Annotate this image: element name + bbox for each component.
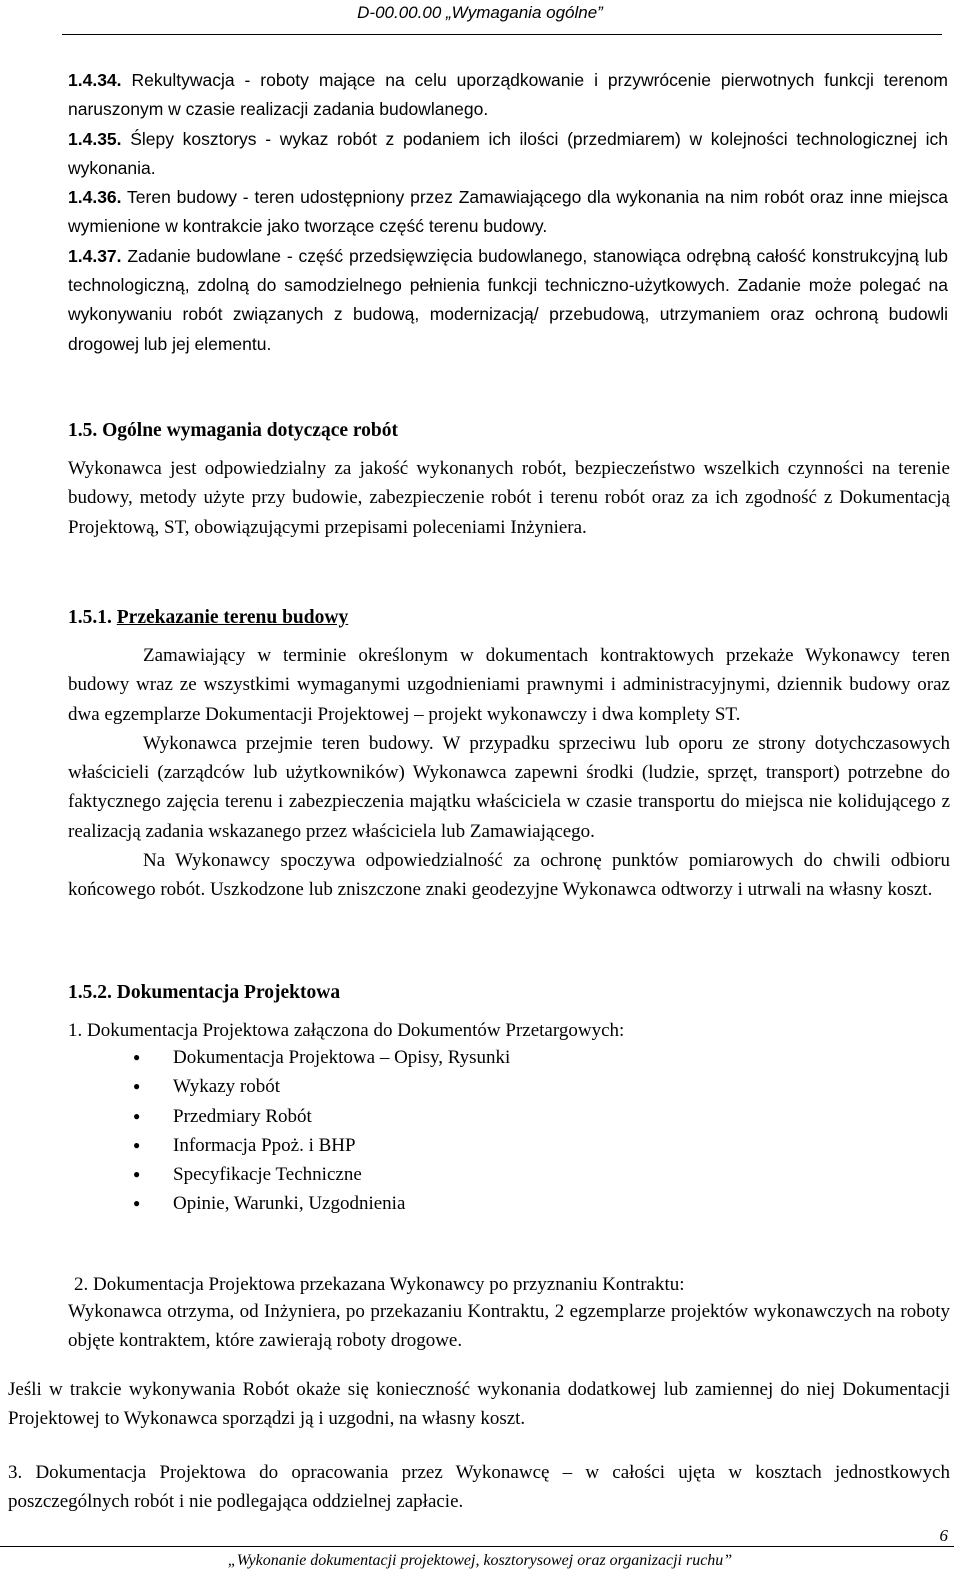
- page-header: D-00.00.00 „Wymagania ogólne”: [357, 3, 603, 22]
- definitions-block: [68, 66, 948, 359]
- paragraph: Wykonawca przejmie teren budowy. W przypadku sprzeciwu lub oporu ze strony dotychczasowych właścicieli (zarządców lub użytkowników) Wykonawca zapewni środki (ludzie, sprzęt, transport) potrzebne do faktycznego zajęcia terenu i zabezpieczenia majątku właściciela w czasie transportu do miejsca nie kolidującego z realizacją zadania wskazanego przez właściciela lub Zamawiającego.: [68, 732, 950, 842]
- list-item-1: 1. Dokumentacja Projektowa załączona do Dokumentów Przetargowych:: [68, 1020, 625, 1041]
- definition-1-4-35: [68, 125, 948, 184]
- definition-1-4-37: [68, 242, 948, 359]
- list-item: ● Specyfikacje Techniczne: [132, 1160, 510, 1189]
- list-item: ● Wykazy robót: [132, 1072, 510, 1101]
- definition-number: 1.4.37.: [68, 245, 122, 266]
- page-footer: „Wykonanie dokumentacji projektowej, kosztorysowej oraz organizacji ruchu”: [227, 1552, 733, 1569]
- section-1-5-2-heading: 1.5.2. Dokumentacja Projektowa: [68, 982, 341, 1003]
- definition-text: Ślepy kosztorys - wykaz robót z podaniem ich ilości (przedmiarem) w kolejności technologicznej ich wykonania.: [68, 128, 948, 178]
- list-item-3: 3. Dokumentacja Projektowa do opracowania przez Wykonawcę – w całości ujęta w kosztach jednostkowych poszczególnych robót i nie podlegająca oddzielnej zapłacie.: [8, 1462, 950, 1513]
- definition-text: Zadanie budowlane - część przedsięwzięcia budowlanego, stanowiąca odrębną całość konstrukcyjną lub technologiczną, zdolną do samodzielnego pełnienia funkcji techniczno-użytkowych. Zadanie może polegać na wykonywaniu robót związanych z budową, modernizacją/ przebudową, utrzymaniem oraz ochroną budowli drogowej lub jej elementu.: [68, 245, 948, 354]
- section-title: Przekazanie terenu budowy: [116, 607, 349, 628]
- paragraph: Na Wykonawcy spoczywa odpowiedzialność za ochronę punktów pomiarowych do chwili odbioru końcowego robót. Uszkodzone lub zniszczone znaki geodezyjne Wykonawca odtworzy i utrwali na własny koszt.: [68, 850, 950, 901]
- list-item: ● Informacja Ppoż. i BHP: [132, 1131, 510, 1160]
- paragraph: Zamawiający w terminie określonym w dokumentach kontraktowych przekaże Wykonawcy teren budowy wraz ze wszystkimi wymaganymi uzgodnieniami prawnymi i administracyjnymi, dziennik budowy oraz dwa egzemplarze Dokumentacji Projektowej – projekt wykonawczy i dwa komplety ST.: [68, 645, 950, 725]
- documentation-list: [132, 1043, 510, 1219]
- additional-documentation-paragraph: Jeśli w trakcie wykonywania Robót okaże się konieczność wykonania dodatkowej lub zamiennej do niej Dokumentacji Projektowej to Wykonawca sporządzi ją i uzgodni, na własny koszt.: [8, 1379, 950, 1430]
- definition-text: Rekultywacja - roboty mające na celu uporządkowanie i przywrócenie pierwotnych funkcji terenom naruszonym w czasie realizacji zadania budowlanego.: [68, 70, 948, 120]
- definition-text: Teren budowy - teren udostępniony przez Zamawiającego dla wykonania na nim robót oraz inne miejsca wymienione w kontrakcie jako tworzące część terenu budowy.: [68, 187, 948, 237]
- list-item: ● Opinie, Warunki, Uzgodnienia: [132, 1189, 510, 1218]
- list-item-2-text: Wykonawca otrzyma, od Inżyniera, po przekazaniu Kontraktu, 2 egzemplarze projektów wykonawczych na roboty objęte kontraktem, które zawierają roboty drogowe.: [68, 1301, 950, 1352]
- definition-number: 1.4.36.: [68, 187, 122, 208]
- list-item: ● Dokumentacja Projektowa – Opisy, Rysunki: [132, 1043, 510, 1072]
- definition-1-4-36: [68, 183, 948, 242]
- definition-1-4-34: [68, 66, 948, 125]
- section-number: 1.5.1.: [68, 607, 112, 628]
- section-1-5-1-heading: [68, 603, 348, 632]
- section-1-5-paragraph: Wykonawca jest odpowiedzialny za jakość wykonanych robót, bezpieczeństwo wszelkich czynności na terenie budowy, metody użyte przy budowie, zabezpieczenie robót i terenu robót oraz za ich zgodność z Dokumentacją Projektową, ST, obowiązującymi przepisami poleceniami Inżyniera.: [68, 458, 950, 538]
- list-item: ● Przedmiary Robót: [132, 1102, 510, 1131]
- definition-number: 1.4.35.: [68, 128, 122, 149]
- header-rule: [62, 34, 942, 35]
- footer-rule: [0, 1546, 954, 1547]
- section-1-5-1-body: [68, 641, 950, 905]
- list-item-2: 2. Dokumentacja Projektowa przekazana Wykonawcy po przyznaniu Kontraktu:: [74, 1274, 685, 1295]
- definition-number: 1.4.34.: [68, 70, 122, 90]
- section-1-5-heading: 1.5. Ogólne wymagania dotyczące robót: [68, 420, 399, 441]
- page-number: 6: [939, 1526, 948, 1545]
